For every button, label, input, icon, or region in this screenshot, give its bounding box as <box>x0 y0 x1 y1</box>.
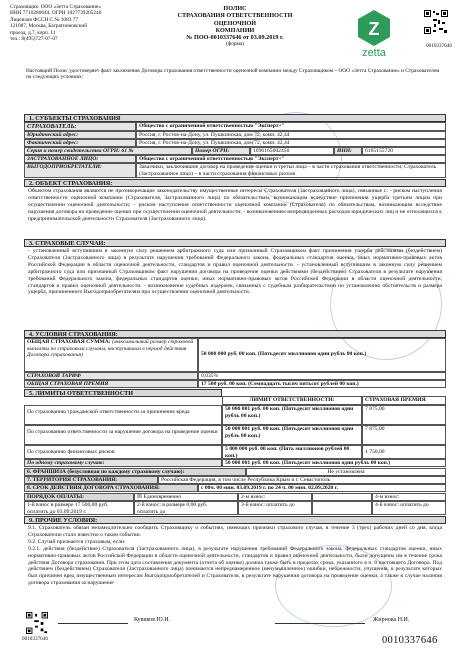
payment-col4: 4-м взнос: <box>372 493 446 501</box>
tariff-value: 0,035% <box>198 372 446 380</box>
insured-value: Общество с ограниченной ответственностью "Эксперт+" <box>136 122 446 131</box>
intro-text: Настоящий Полис удостоверяет факт заключения Договора страхования ответственности оценочной компании между Страховщиком – ООО «Зетта Страхование» и Страхователем на следующих условиях: <box>26 68 440 81</box>
insurer-signatory-name: Жирнова Н.И. <box>373 617 410 623</box>
clause-9-2: 9.2. Случай признается страховым, если: <box>28 538 126 545</box>
insurer-line: ИНН 7710280644, ОГРН 1027739205240 <box>10 10 102 17</box>
ogrn-cert-label: Серия и номер свидетельства ОГРН: 61 № <box>24 147 192 155</box>
section-3-header: 3. СТРАХОВЫЕ СЛУЧАИ: <box>24 239 446 247</box>
ogrn-label: Номер ОГРН: <box>192 147 250 155</box>
payment-installment-3: 3-й взнос: оплатить до <box>238 501 312 515</box>
per-case-value: 50 000 001 руб. 00 коп. (Пятьдесят миллионов один рубль 00 коп.) <box>222 459 446 467</box>
ogrn-value: 1096165002450 <box>250 147 334 155</box>
title-line: ПОЛИС <box>223 5 247 12</box>
limit-row-value: 5 000 000 руб. 00 коп. (Пять миллионов рублей 00 коп.) <box>222 445 362 459</box>
per-case-label: По одному страховому случаю: <box>24 459 222 467</box>
insured-person-label: ЗАСТРАХОВАННОЕ ЛИЦО: <box>24 155 136 163</box>
section-2-text: Объектом страхования являются не противоречащие законодательству имущественные интересы Страхователя (Застрахованного лица), связанные с: - риском наступления ответственности оценочной компании (Страхователя, Застрахованного лица) по обязательствам, возникающим вследствие причинения ущерба третьим лицам при осуществлении оценочной деятельности; - риском наступления ответственности оценочной компании (Страхователя) по обязательствам, возникающим вследствие нарушения договора на проведение оценки при осуществлении оценочной деятельности; - возникновением непредвиденных расходов юридических лиц и не относящихся к предпринимательской деятельности Страхователя (Застрахованного лица). <box>28 188 442 222</box>
policy-title <box>160 5 310 49</box>
insurer-signature-line <box>275 617 365 624</box>
total-sum-note: (максимальный размер страховой выплаты по страховым случаям, наступившим в период действия Договора страхования) <box>27 339 194 359</box>
limit-row-premium: 7 875,00 <box>362 405 446 425</box>
svg-text:zetta: zetta <box>362 47 386 58</box>
premium-value: 17 500 руб. 00 коп. (Семнадцать тысяч пятьсот рублей 00 коп.) <box>198 380 446 388</box>
insurer-line: проезд, д.7, корп. 11 <box>10 29 56 36</box>
limit-row-label: По страхованию ответственности за нарушение договора на проведение оценки <box>24 425 222 445</box>
svg-text:Z: Z <box>368 19 380 39</box>
inn-label: ИНН: <box>334 147 362 155</box>
limit-row-premium: 7 875,00 <box>362 425 446 445</box>
payment-installment-1 <box>24 501 134 515</box>
term-label: 8. СРОК ДЕЙСТВИЯ ДОГОВОРА СТРАХОВАНИЯ: <box>24 484 198 492</box>
deductible-value: Не установлена <box>246 468 446 476</box>
limit-row-value: 50 000 001 руб. 00 коп. (Пятьдесят миллионов один рубль 00 коп.) <box>222 425 362 445</box>
premium-label: ОБЩАЯ СТРАХОВАЯ ПРЕМИЯ <box>24 380 198 388</box>
insured-label: СТРАХОВАТЕЛЬ: <box>24 122 136 131</box>
actual-address-label: Фактический адрес: <box>24 139 136 147</box>
limit-row-value: 50 000 001 руб. 00 коп. (Пятьдесят миллионов один рубль 00 коп.) <box>222 405 362 425</box>
payment-installment-1-amount: 1-й взнос в размере 17 500,00 руб. <box>27 502 109 508</box>
section-3-text: - установленный вступившим в законную силу решением арбитражного суда или признанный Страховщиком факт причинения ущерба действиями (бездействием) Страхователя (Застрахованного лица) в результате нарушения требований Федерального закона, федеральных стандартов оценки, иных нормативно-правовых актов Российской Федерации в области оценочной деятельности, стандартов и правил оценочной деятельности. - установленный вступившим в законную силу решением арбитражного суда или признанный Страховщиком факт нарушения договора на проведение оценки действиями (бездействием) Страхователя в результате нарушения требований Федерального закона, федеральных стандартов оценки, иных нормативно-правовых актов Российской Федерации в области оценочной деятельности, стандартов и правил оценочной деятельности. - возникновение судебных издержек, связанных с судебным разбирательством по установлению обстоятельств и размера ущерба, причиненного Выгодоприобретателям при осуществлении оценочной деятельности. <box>28 248 442 296</box>
payment-once-label: Единовременно <box>143 494 182 500</box>
insurer-line: Лицензия ФССН С № 1083 77 <box>10 16 78 23</box>
title-line: КОМПАНИИ <box>215 26 255 34</box>
limit-column-header: ЛИМИТ ОТВЕТСТВЕННОСТИ: <box>222 396 362 405</box>
tariff-label: СТРАХОВОЙ ТАРИФ <box>24 372 198 380</box>
footer-qr-number: 0010337646 <box>22 636 48 642</box>
checkbox-checked-icon[interactable]: ☒ <box>137 494 143 500</box>
qr-code-icon <box>424 10 448 34</box>
footer-policy-number: 0010337646 <box>382 635 438 646</box>
territory-value: Российская Федерация, в том числе Республика Крым и г. Севастополь <box>158 476 446 484</box>
insurer-line: тел.: 8(495)727-07-07 <box>10 36 58 43</box>
title-line: СТРАХОВАНИЯ ОТВЕТСТВЕННОСТИ ОЦЕНОЧНОЙ <box>177 12 293 27</box>
territory-label: 7. ТЕРРИТОРИЯ СТРАХОВАНИЯ: <box>24 476 158 484</box>
section-9-header: 9. ПРОЧИЕ УСЛОВИЯ: <box>24 516 446 524</box>
limit-row-label: По страхованию гражданской ответственности за причинение вреда <box>24 405 222 425</box>
total-sum-value: 50 000 000 руб. 00 коп. (Пятьдесят миллионов один рубль 00 коп.) <box>198 338 446 372</box>
clause-9-1: 9.1. Страхователь обязан незамедлительно сообщить Страховщику о событиях, имеющих признаки страхового случая, в течение 3 (трех) рабочих дней со дня, когда Страхователю стало известно о таком событии. <box>28 525 442 538</box>
section-5-header: 5. ЛИМИТЫ ОТВЕТСТВЕННОСТИ <box>24 389 222 397</box>
payment-col3 <box>312 493 372 501</box>
beneficiaries-label: ВЫГОДОПРИОБРЕТАТЕЛИ: <box>24 163 136 178</box>
total-sum-cell <box>24 338 198 372</box>
qr-number: 0010337646 <box>426 43 452 49</box>
insurer-line: 121087, Москва, Багратионовский <box>10 23 88 30</box>
actual-address-value: Россия, г. Ростов-на-Дону, ул. Пушкинская, дом 72, комн. 42,44 <box>136 139 446 147</box>
payment-installment-1-date: оплатить до 03.09.2019 г. <box>27 508 87 515</box>
payment-col2: 2-м взнос: <box>238 493 312 501</box>
limit-row-premium: 1 750,00 <box>362 445 446 459</box>
limit-row-label: По страхованию финансовых рисков <box>24 445 222 459</box>
insured-signature-line <box>58 617 128 624</box>
section-2-header: 2. ОБЪЕКТ СТРАХОВАНИЯ: <box>24 179 446 187</box>
payment-installment-2 <box>134 501 238 515</box>
total-sum-label: ОБЩАЯ СТРАХОВАЯ СУММА: <box>27 339 111 345</box>
premium-column-header: СТРАХОВАЯ ПРЕМИЯ <box>362 396 446 405</box>
section-1-header: 1. СУБЪЕКТЫ СТРАХОВАНИЯ <box>24 114 446 122</box>
payment-installment-2-amount: 2-й взнос: в размере 0,00 руб. <box>137 502 208 508</box>
payment-installment-3-blank <box>312 501 372 515</box>
title-form-note: (форма) <box>225 41 245 48</box>
insured-signatory-name: Кувиков Ю.И. <box>134 617 171 623</box>
payment-once-cell <box>134 493 238 501</box>
beneficiaries-value: Заказчики, заключившие договор на проведение оценки и третьи лица – в части страхования ответственности; Страхователь (Застрахованное лицо) – в части страхования финансовых рисков <box>136 163 446 178</box>
policy-number: № ПОО-0010337646 от 03.09.2019 г. <box>186 34 284 42</box>
section-4-header: 4. УСЛОВИЯ СТРАХОВАНИЯ: <box>24 330 446 338</box>
clause-9-2-1: 9.2.1. действия (бездействие) Страхователя (Застрахованного лица), в результате нарушения требований Федерального закона, федеральных стандартов оценки, иных нормативно-правовых актов Российской Федерации в области оценочной деятельности, стандартов и правил оценочной деятельности, были допущены им в течение срока действия Договора страхования. При этом дата составления документа (отчета об оценке) должна также быть в пределах срока, указанного в п. 8 настоящего Договора. Под действием (бездействием) Страхователя (Застрахованного лица) понимается непреднамеренное (ненумышленное) ошибки, небрежности, упущения, в результате которых был причинен вред имущественным интересам Выгодоприобретателей и Страхователя, в результате нарушения договора на проведение оценки, а также в случае наличия договора страхования за нарушение <box>28 545 442 587</box>
zetta-logo-icon <box>352 8 396 58</box>
footer-qr-code-icon <box>26 612 48 634</box>
insured-person-value: Общество с ограниченной ответственностью "Эксперт+" <box>136 155 446 163</box>
legal-address-value: Россия, г. Ростов-на-Дону, ул. Пушкинская, дом 72, комн. 42,44 <box>136 131 446 139</box>
section-9-text <box>28 525 442 587</box>
payment-label: ПОРЯДОК ОПЛАТЫ: <box>24 493 134 501</box>
deductible-label: 6. ФРАНШИЗА (безусловная по каждому страховому случаю): <box>24 468 246 476</box>
inn-value: 6165155720 <box>362 147 446 155</box>
term-value: с 00ч. 00 мин. 03.09.2019 г. по 24 ч. 00 мин. 02.09.2020 г. <box>198 484 446 492</box>
legal-address-label: Юридический адрес: <box>24 131 136 139</box>
payment-installment-2-date: оплатить до <box>137 508 166 515</box>
payment-installment-4: 4-й взнос: оплатить до <box>372 501 446 515</box>
insurer-line: Страховщик: ООО «Зетта Страхование» <box>10 4 101 10</box>
